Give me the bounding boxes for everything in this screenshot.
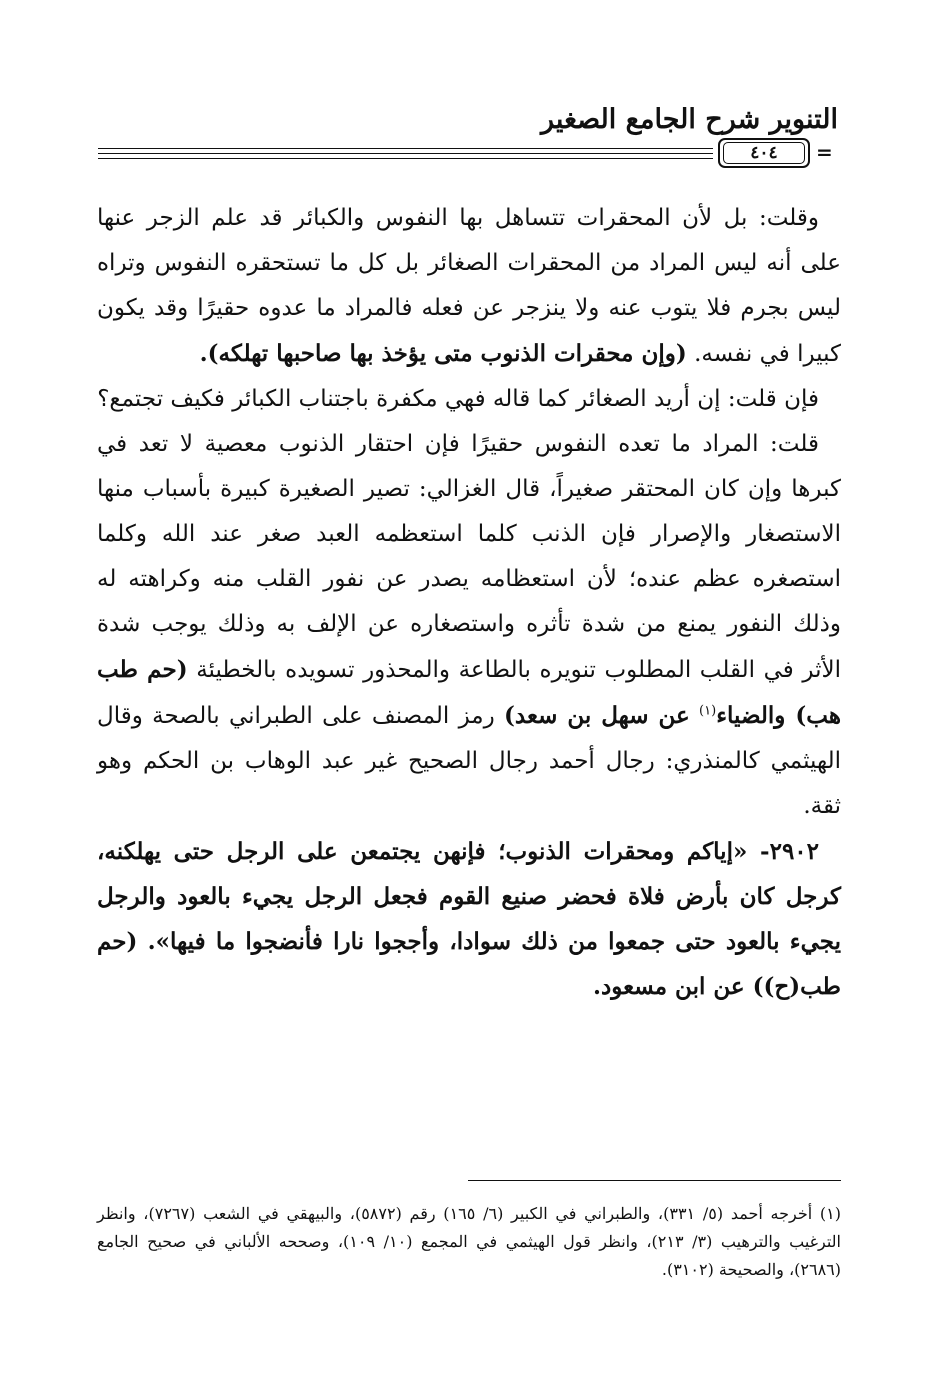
header-equals-mark: = xyxy=(816,140,833,164)
footnote-separator xyxy=(468,1180,841,1181)
header-rule-line xyxy=(98,148,713,149)
paragraph-2 xyxy=(97,377,841,422)
hadith-source: (حم طب(ح)) عن ابن مسعود. xyxy=(97,928,841,1000)
hadith-entry xyxy=(97,829,841,1009)
paragraph-1 xyxy=(97,196,841,377)
page-number-frame xyxy=(718,138,810,168)
footnotes xyxy=(97,1200,841,1284)
page-header xyxy=(98,104,838,179)
source-code: (حم طب هب) والضياء xyxy=(97,656,841,729)
header-rule-line xyxy=(98,158,713,159)
paragraph-3 xyxy=(97,422,841,829)
running-title: التنوير شرح الجامع الصغير xyxy=(541,104,838,135)
header-rule-line xyxy=(98,153,713,154)
hadith-number: ٢٩٠٢- xyxy=(760,838,820,865)
hadith-text: «إياكم ومحقرات الذنوب؛ فإنهن يجتمعن على الرجل حتى يهلكنه، كرجل كان بأرض فلاة فحضر صنيع القوم فجعل الرجل يجيء بالعود والرجل يجيء بالعود حتى جمعوا من ذلك سوادا، وأججوا نارا فأنضجوا ما فيها». xyxy=(97,838,841,955)
footnote-1: (١) أخرجه أحمد (٥/ ٣٣١)، والطبراني في الكبير (٦/ ١٦٥) رقم (٥٨٧٢)، والبيهقي في الشعب (٧٢٦٧)، وانظر الترغيب والترهيب (٣/ ٢١٣)، وانظر قول الهيثمي في المجمع (١٠/ ١٠٩)، وصححه الألباني في صحيح الجامع (٢٦٨٦)، والصحيحة (٣١٠٢). xyxy=(97,1204,841,1279)
paragraph-1-text: وقلت: بل لأن المحقرات تتساهل بها النفوس والكبائر قد علم الزجر عنها على أنه ليس المراد من المحقرات الصغائر بل كل ما تستحقره النفوس وتراه ليس بجرم فلا يتوب عنه ولا ينزجر عن فعله فالمراد ما عدوه حقيرًا وقد يكون كبيرا في نفسه. xyxy=(97,205,841,367)
quoted-hadith-phrase: (وإن محقرات الذنوب متى يؤخذ بها صاحبها تهلكه). xyxy=(199,340,687,367)
header-rule xyxy=(98,138,838,170)
narrator: عن سهل بن سعد) xyxy=(504,702,690,729)
footnote-ref[interactable]: (١) xyxy=(699,703,717,719)
paragraph-3-text: قلت: المراد ما تعده النفوس حقيرًا فإن احتقار الذنوب معصية لا تعد في كبرها وإن كان المحتقر صغيراً، قال الغزالي: تصير الصغيرة كبيرة بأسباب منها الاستصغار والإصرار فإن الذنب كلما استعظمه العبد صغر عند الله وكلما استصغره عظم عنده؛ لأن استعظامه يصدر عن نفور القلب منه وكراهته له وذلك النفور يمنع من شدة تأثره واستصغاره عن الإلف به وذلك يوجب شدة الأثر في القلب المطلوب تنويره بالطاعة والمحذور تسويده بالخطيئة xyxy=(97,431,842,683)
paragraph-2-text: فإن قلت: إن أريد الصغائر كما قاله فهي مكفرة باجتناب الكبائر فكيف تجتمع؟ xyxy=(97,386,819,412)
paragraph-3-tail: رمز المصنف على الطبراني بالصحة وقال الهيثمي كالمنذري: رجال أحمد رجال الصحيح غير عبد الوهاب بن الحكم وهو ثقة. xyxy=(97,703,841,819)
main-text xyxy=(97,196,841,1009)
page-number: ٤٠٤ xyxy=(723,142,805,164)
